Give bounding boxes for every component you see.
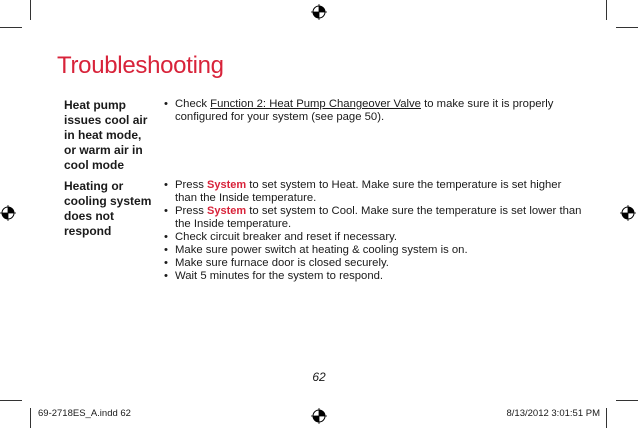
solution-item xyxy=(164,205,584,231)
solution-item xyxy=(164,179,584,205)
registration-mark-icon xyxy=(311,4,327,20)
footer-file-info: 69-2718ES_A.indd 62 xyxy=(38,408,131,419)
registration-mark-icon xyxy=(620,205,636,221)
solution-text: Check xyxy=(175,98,211,110)
problem-heading: Heat pump issues cool air in heat mode, or warm air in cool mode xyxy=(64,98,148,172)
footer-timestamp: 8/13/2012 3:01:51 PM xyxy=(506,408,600,419)
solution-item: • Wait 5 minutes for the system to respond. xyxy=(164,270,584,283)
crop-mark xyxy=(606,408,607,428)
registration-mark-icon xyxy=(311,408,327,424)
solution-item: • Make sure furnace door is closed securely. xyxy=(164,257,584,270)
solution-text: to set system to Cool. Make sure the temperature is set lower than the Inside temperature. xyxy=(175,205,582,230)
solution-item: • Check circuit breaker and reset if necessary. xyxy=(164,231,584,244)
crop-mark xyxy=(616,27,638,28)
crop-mark xyxy=(0,400,22,401)
solution-text: to set system to Heat. Make sure the temperature is set higher than the Inside temperature. xyxy=(175,179,562,204)
solution-item xyxy=(164,98,584,124)
solution-text: Press xyxy=(175,179,208,191)
solution-item: • Make sure power switch at heating & cooling system is on. xyxy=(164,244,584,257)
page-number: 62 xyxy=(312,370,326,384)
crop-mark xyxy=(0,27,22,28)
solution-list xyxy=(164,98,584,124)
crop-mark xyxy=(30,0,31,20)
crop-mark xyxy=(606,0,607,20)
registration-mark-icon xyxy=(0,205,16,221)
crop-mark xyxy=(30,408,31,428)
system-key-label: System xyxy=(207,205,247,217)
problem-heading: Heating or cooling system does not respond xyxy=(64,179,152,238)
solution-text: to make sure it is properly configured for your system (see page 50). xyxy=(175,98,554,123)
solution-text: Press xyxy=(175,205,208,217)
function-link[interactable]: Function 2: Heat Pump Changeover Valve xyxy=(210,98,421,110)
crop-mark xyxy=(616,400,638,401)
page-title: Troubleshooting xyxy=(57,52,224,79)
system-key-label: System xyxy=(207,179,247,191)
solution-list xyxy=(164,179,584,283)
